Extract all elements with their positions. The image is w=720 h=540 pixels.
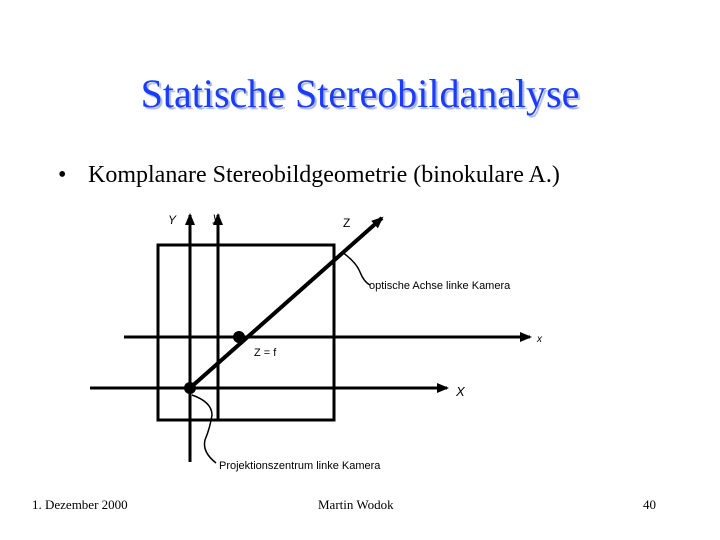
footer-date: 1. Dezember 2000 [32,497,128,512]
axis-y-label: y [213,210,219,224]
image-plane-frame [158,245,334,420]
bullet-icon: • [58,162,67,188]
footer-page-number: 40 [643,497,656,512]
z-equals-f-label: Z = f [254,347,277,359]
axis-X-label: X [456,384,465,399]
optical-axis-leader [342,252,370,285]
projection-center-leader [192,395,216,463]
optical-axis-label: optische Achse linke Kamera [369,280,511,292]
bullet-text: Komplanare Stereobildgeometrie (binokulare A.) [88,162,560,188]
slide-title: Statische Stereobildanalyse [140,71,580,116]
axis-x-label: x [537,334,542,345]
projection-center-point [184,382,196,394]
projection-center-label: Projektionszentrum linke Kamera [219,460,381,472]
footer-author: Martin Wodok [318,497,394,512]
axis-Z-label: Z [343,216,351,230]
principal-point [233,331,245,343]
axis-Y-label: Y [168,213,177,227]
